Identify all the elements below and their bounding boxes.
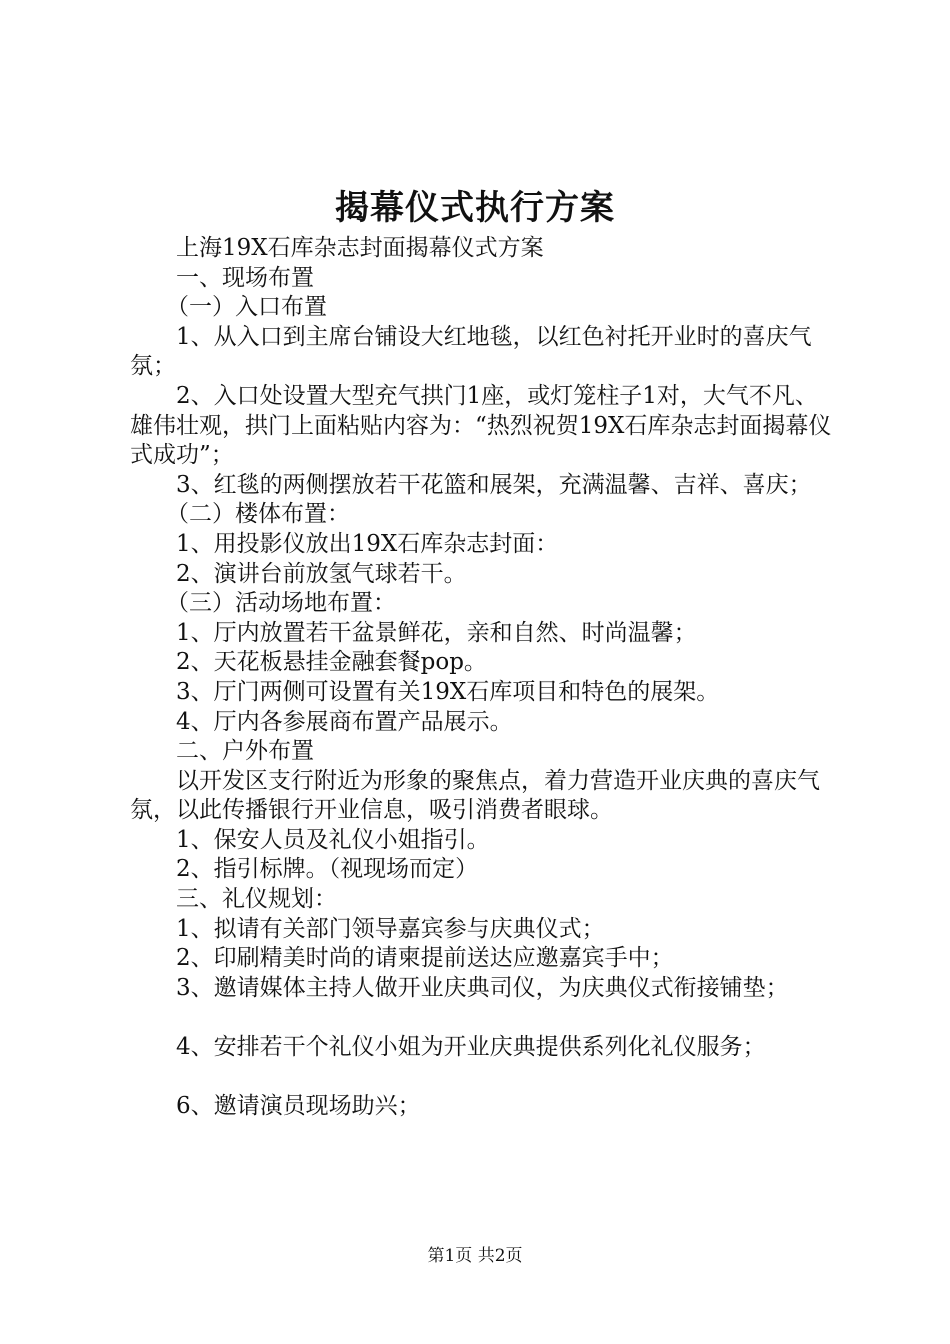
paragraph: 2、指引标牌。（视现场而定） xyxy=(176,856,479,883)
paragraph: 2、天花板悬挂金融套餐pop。 xyxy=(176,649,487,676)
paragraph: 1、厅内放置若干盆景鲜花，亲和自然、时尚温馨； xyxy=(176,619,697,646)
paragraph: 3、厅门两侧可设置有关19X石库项目和特色的展架。 xyxy=(176,678,720,705)
paragraph: 2、入口处设置大型充气拱门1座，或灯笼柱子1对，大气不凡、雄伟壮观，拱门上面粘贴内容为：“热烈祝贺19X石库杂志封面揭幕仪式成功”； xyxy=(130,382,832,469)
document-subtitle: 上海19X石库杂志封面揭幕仪式方案 xyxy=(176,235,544,261)
subsection-heading-entrance: （一）入口布置 xyxy=(166,294,327,321)
paragraph: 1、保安人员及礼仪小姐指引。 xyxy=(176,826,490,853)
paragraph: 4、安排若干个礼仪小姐为开业庆典提供系列化礼仪服务； xyxy=(176,1034,766,1061)
paragraph: 3、红毯的两侧摆放若干花篮和展架，充满温馨、吉祥、喜庆； xyxy=(176,471,812,498)
paragraph: 1、从入口到主席台铺设大红地毯，以红色衬托开业时的喜庆气氛； xyxy=(130,323,812,380)
subsection-heading-venue: （三）活动场地布置： xyxy=(166,590,396,617)
paragraph: 1、用投影仪放出19X石库杂志封面： xyxy=(176,530,559,557)
paragraph: 以开发区支行附近为形象的聚焦点，着力营造开业庆典的喜庆气氛，以此传播银行开业信息，吸引消费者眼球。 xyxy=(130,767,820,824)
document-body xyxy=(130,234,840,1122)
paragraph: 4、厅内各参展商布置产品展示。 xyxy=(176,708,513,735)
subsection-heading-building: （二）楼体布置： xyxy=(166,501,350,528)
paragraph: 6、邀请演员现场助兴； xyxy=(176,1093,421,1120)
section-heading-3: 三、礼仪规划： xyxy=(176,886,337,913)
section-heading-2: 二、户外布置 xyxy=(176,738,314,765)
page-footer: 第1页 共2页 xyxy=(427,1246,523,1266)
paragraph: 1、拟请有关部门领导嘉宾参与庆典仪式； xyxy=(176,915,605,942)
page-title: 揭幕仪式执行方案 xyxy=(335,188,615,228)
paragraph: 2、印刷精美时尚的请柬提前送达应邀嘉宾手中； xyxy=(176,945,674,972)
section-heading-1: 一、现场布置 xyxy=(176,264,314,291)
paragraph: 2、演讲台前放氢气球若干。 xyxy=(176,560,467,587)
paragraph: 3、邀请媒体主持人做开业庆典司仪，为庆典仪式衔接铺垫； xyxy=(176,974,789,1001)
